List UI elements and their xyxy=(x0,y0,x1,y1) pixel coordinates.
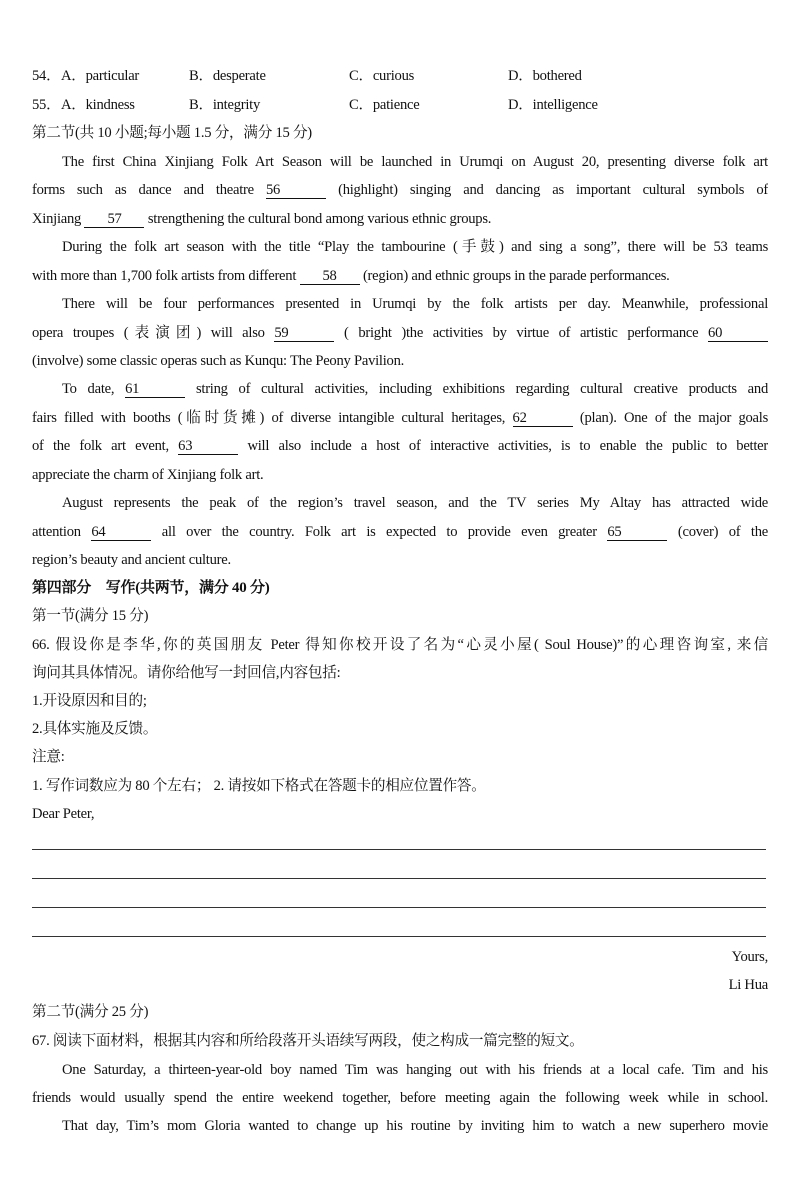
text-line xyxy=(32,718,768,740)
question-number: 55． xyxy=(32,97,61,113)
text-line xyxy=(32,746,768,768)
answer-blank[interactable]: 56 xyxy=(266,182,326,199)
option-c: C．curious xyxy=(349,68,415,84)
text-segment: string of cultural activities, including exhibitions regarding cultural creative products and xyxy=(185,381,768,397)
text-line xyxy=(32,775,768,797)
answer-blank[interactable]: 58 xyxy=(300,268,360,285)
text-segment: with more than 1,700 folk artists from different xyxy=(32,268,300,284)
option-d: D．intelligence xyxy=(508,97,598,113)
text-line xyxy=(62,378,768,400)
text-segment: Yours, xyxy=(731,949,768,965)
text-line xyxy=(32,208,768,230)
text-segment: appreciate the charm of Xinjiang folk art. xyxy=(32,467,264,483)
text-line xyxy=(32,1087,768,1109)
answer-blank[interactable]: 62 xyxy=(513,410,573,427)
text-segment: The first China Xinjiang Folk Art Season will be launched in Urumqi on August 20, presenting diverse folk art xyxy=(62,154,768,170)
text-line xyxy=(62,1115,768,1137)
answer-blank[interactable]: 63 xyxy=(178,438,238,455)
text-segment: During the folk art season with the title “Play the tambourine (手鼓) and sing a song”, there will be 53 teams xyxy=(62,239,768,255)
text-line xyxy=(32,690,768,712)
text-line xyxy=(62,492,768,514)
answer-blank[interactable]: 64 xyxy=(91,524,151,541)
text-segment: 67. 阅读下面材料，根据其内容和所给段落开头语续写两段，使之构成一篇完整的短文。 xyxy=(32,1033,584,1049)
option-a: A．particular xyxy=(61,68,140,84)
text-line xyxy=(32,549,768,571)
question-number: 54． xyxy=(32,68,61,84)
text-line xyxy=(32,1001,768,1023)
text-segment: 询问其具体情况。请你给他写一封回信,内容包括: xyxy=(32,665,341,681)
text-segment: (involve) some classic operas such as Kunqu: The Peony Pavilion. xyxy=(32,353,405,369)
text-segment: (highlight) singing and dancing as important cultural symbols of xyxy=(325,182,768,198)
text-line xyxy=(62,236,768,258)
text-segment: opera troupes (表演团) will also xyxy=(32,325,275,341)
option-b: B．desperate xyxy=(189,68,266,84)
text-segment: 第二节(满分 25 分) xyxy=(32,1004,149,1020)
text-line xyxy=(32,803,768,825)
text-line xyxy=(32,464,768,486)
text-segment: 1. 写作词数应为 80 个左右； 2. 请按如下格式在答题卡的相应位置作答。 xyxy=(32,778,486,794)
option-b: B．integrity xyxy=(189,97,261,113)
answer-blank[interactable]: 61 xyxy=(125,381,185,398)
text-segment: Xinjiang xyxy=(32,211,85,227)
text-segment: Dear Peter, xyxy=(32,806,95,822)
text-segment: 66. 假设你是李华,你的英国朋友 Peter 得知你校开设了名为“心灵小屋( Soul House)”的心理咨询室, 来信 xyxy=(32,637,768,653)
text-line xyxy=(32,1030,768,1052)
answer-line[interactable] xyxy=(32,936,766,937)
option-c: C．patience xyxy=(349,97,420,113)
text-segment: One Saturday, a thirteen-year-old boy named Tim was hanging out with his friends at a local cafe. Tim and his xyxy=(62,1062,768,1078)
option-a: A．kindness xyxy=(61,97,135,113)
text-segment: 第一节(满分 15 分) xyxy=(32,608,149,624)
text-segment: all over the country. Folk art is expected to provide even greater xyxy=(151,524,608,540)
answer-line[interactable] xyxy=(32,878,766,879)
text-segment: Li Hua xyxy=(728,977,768,993)
answer-blank[interactable]: 65 xyxy=(607,524,667,541)
option-d: D．bothered xyxy=(508,68,582,84)
text-line xyxy=(32,179,768,201)
text-line xyxy=(32,662,768,684)
text-line xyxy=(32,407,768,429)
text-line xyxy=(32,350,768,372)
section-heading xyxy=(32,577,768,599)
text-segment: will also include a host of interactive activities, is to enable the public to better xyxy=(238,438,768,454)
answer-blank[interactable]: 59 xyxy=(274,325,334,342)
text-segment: (region) and ethnic groups in the parade performances. xyxy=(359,268,670,284)
text-line xyxy=(32,521,768,543)
text-line xyxy=(32,122,768,144)
text-segment: 2.具体实施及反馈。 xyxy=(32,721,158,737)
text-segment: 注意: xyxy=(32,749,65,765)
text-segment: August represents the peak of the region’s travel season, and the TV series My Altay has attracted wide xyxy=(62,495,768,511)
text-line xyxy=(32,322,768,344)
text-line xyxy=(32,435,768,457)
text-segment: forms such as dance and theatre xyxy=(32,182,266,198)
answer-line[interactable] xyxy=(32,907,766,908)
text-segment: (plan). One of the major goals xyxy=(572,410,768,426)
text-segment: ( bright )the activities by virtue of artistic performance xyxy=(334,325,709,341)
text-line xyxy=(32,946,768,968)
text-segment: 1.开设原因和目的; xyxy=(32,693,147,709)
text-segment: 第二节(共 10 小题;每小题 1.5 分，满分 15 分) xyxy=(32,125,312,141)
text-segment: There will be four performances presented in Urumqi by the folk artists per day. Meanwhile, professional xyxy=(62,296,768,312)
text-line xyxy=(32,974,768,996)
text-segment: To date, xyxy=(62,381,126,397)
text-segment: That day, Tim’s mom Gloria wanted to change up his routine by inviting him to watch a new superhero movie xyxy=(62,1118,768,1134)
text-segment: strengthening the cultural bond among various ethnic groups. xyxy=(144,211,492,227)
text-segment: of the folk art event, xyxy=(32,438,179,454)
answer-blank[interactable]: 60 xyxy=(708,325,768,342)
answer-blank[interactable]: 57 xyxy=(84,211,144,228)
text-line xyxy=(32,634,768,656)
text-segment: region’s beauty and ancient culture. xyxy=(32,552,231,568)
text-segment: friends would usually spend the entire weekend together, before meeting again the following week while in school. xyxy=(32,1090,768,1106)
text-segment: fairs filled with booths (临时货摊) of diverse intangible cultural heritages, xyxy=(32,410,513,426)
text-line xyxy=(62,151,768,173)
text-line xyxy=(62,293,768,315)
text-line xyxy=(32,265,768,287)
text-line xyxy=(32,605,768,627)
text-segment: 第四部分 写作(共两节，满分 40 分) xyxy=(32,580,270,596)
answer-line[interactable] xyxy=(32,849,766,850)
text-line xyxy=(62,1059,768,1081)
text-segment: attention xyxy=(32,524,92,540)
text-segment: (cover) of the xyxy=(667,524,768,540)
